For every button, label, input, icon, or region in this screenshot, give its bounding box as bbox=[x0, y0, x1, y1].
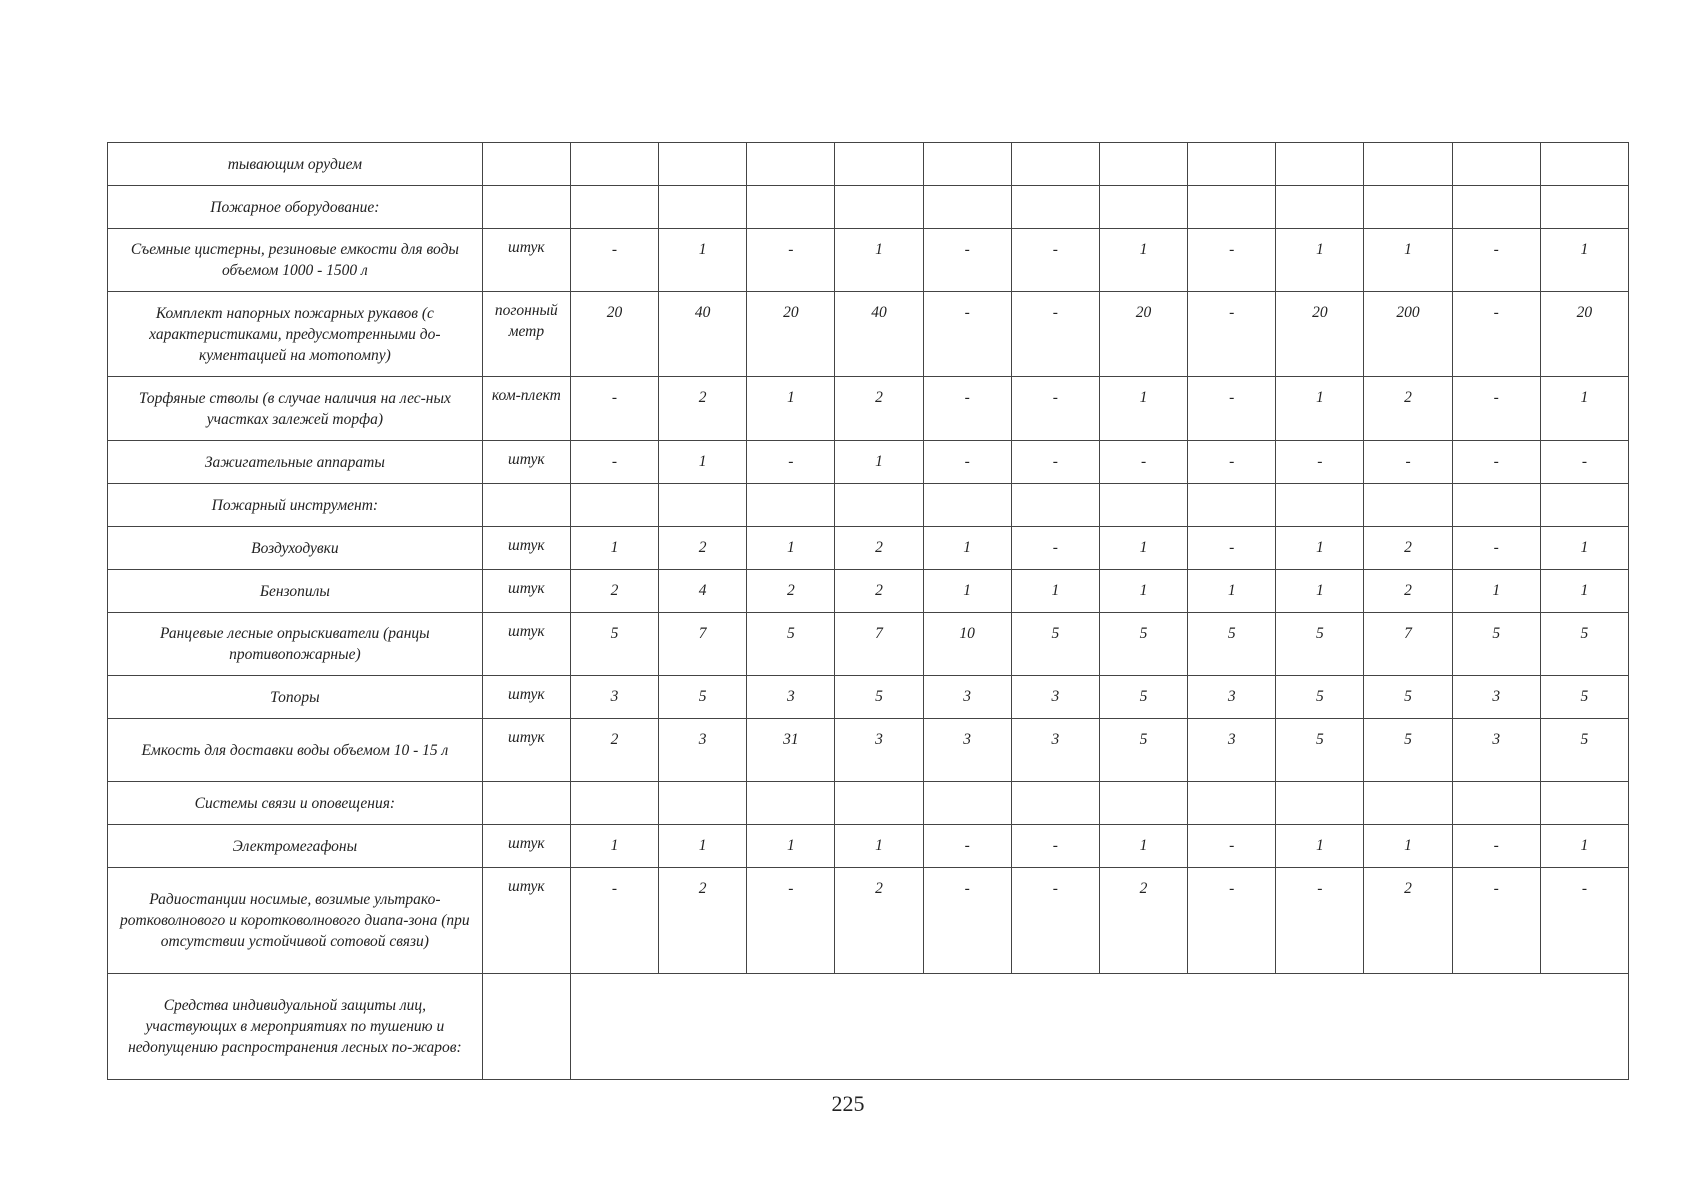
value-cell: 1 bbox=[1540, 377, 1628, 441]
value-cell: 200 bbox=[1364, 292, 1452, 377]
value-cell bbox=[1364, 782, 1452, 825]
value-cell: 5 bbox=[1452, 613, 1540, 676]
value-cell: 1 bbox=[1364, 229, 1452, 292]
table-row bbox=[108, 782, 1629, 825]
value-cell: 1 bbox=[1452, 570, 1540, 613]
value-cell: - bbox=[923, 868, 1011, 974]
row-name-cell: Бензопилы bbox=[108, 570, 483, 613]
value-cell bbox=[1099, 782, 1187, 825]
value-cell: 3 bbox=[1188, 676, 1276, 719]
unit-cell bbox=[482, 143, 570, 186]
value-cell: 3 bbox=[747, 676, 835, 719]
value-cell: 1 bbox=[1099, 570, 1187, 613]
value-cell: 1 bbox=[1276, 377, 1364, 441]
value-cell: - bbox=[1188, 868, 1276, 974]
value-cell bbox=[1011, 782, 1099, 825]
value-cell bbox=[1364, 186, 1452, 229]
value-cell bbox=[659, 186, 747, 229]
value-cell bbox=[570, 484, 658, 527]
value-cell: 20 bbox=[570, 292, 658, 377]
value-cell bbox=[659, 143, 747, 186]
value-cell: 5 bbox=[570, 613, 658, 676]
value-cell: 1 bbox=[659, 825, 747, 868]
row-name-cell: Системы связи и оповещения: bbox=[108, 782, 483, 825]
value-cell: - bbox=[923, 441, 1011, 484]
value-cell: 5 bbox=[1099, 676, 1187, 719]
unit-cell bbox=[482, 974, 570, 1080]
table-row bbox=[108, 825, 1629, 868]
value-cell: 7 bbox=[659, 613, 747, 676]
table-row bbox=[108, 292, 1629, 377]
value-cell: 20 bbox=[747, 292, 835, 377]
value-cell bbox=[1188, 782, 1276, 825]
value-cell bbox=[747, 782, 835, 825]
value-cell: 1 bbox=[1099, 229, 1187, 292]
value-cell: 2 bbox=[835, 377, 923, 441]
value-cell: 5 bbox=[835, 676, 923, 719]
value-cell: 1 bbox=[1276, 825, 1364, 868]
value-cell: 2 bbox=[835, 570, 923, 613]
value-cell: 1 bbox=[659, 229, 747, 292]
value-cell: - bbox=[570, 868, 658, 974]
table-row bbox=[108, 377, 1629, 441]
value-cell: - bbox=[1011, 868, 1099, 974]
row-name-cell: Торфяные стволы (в случае наличия на лес-ных участках залежей торфа) bbox=[108, 377, 483, 441]
value-cell: - bbox=[1011, 229, 1099, 292]
value-cell: 3 bbox=[1452, 676, 1540, 719]
value-cell bbox=[923, 143, 1011, 186]
value-cell: 5 bbox=[1099, 719, 1187, 782]
value-cell bbox=[1540, 782, 1628, 825]
value-cell bbox=[835, 186, 923, 229]
row-name-cell: Средства индивидуальной защиты лиц, участвующих в мероприятиях по тушению и недопущению распространения лесных по-жаров: bbox=[108, 974, 483, 1080]
unit-cell: погонный метр bbox=[482, 292, 570, 377]
value-cell bbox=[1452, 484, 1540, 527]
value-cell: 20 bbox=[1276, 292, 1364, 377]
value-cell: 3 bbox=[923, 719, 1011, 782]
unit-cell: штук bbox=[482, 825, 570, 868]
table-row bbox=[108, 186, 1629, 229]
value-cell: 5 bbox=[1364, 676, 1452, 719]
value-cell bbox=[1011, 186, 1099, 229]
unit-cell bbox=[482, 782, 570, 825]
unit-cell: штук bbox=[482, 441, 570, 484]
value-cell: 5 bbox=[1364, 719, 1452, 782]
equipment-table bbox=[107, 142, 1629, 1080]
row-name-cell: Электромегафоны bbox=[108, 825, 483, 868]
value-cell bbox=[1276, 782, 1364, 825]
value-cell: 1 bbox=[1540, 825, 1628, 868]
value-cell: - bbox=[1452, 292, 1540, 377]
table-row-ppe bbox=[108, 974, 1629, 1080]
value-cell: 3 bbox=[1452, 719, 1540, 782]
value-cell: - bbox=[747, 868, 835, 974]
value-cell: - bbox=[747, 441, 835, 484]
value-cell: 5 bbox=[1188, 613, 1276, 676]
value-cell bbox=[923, 186, 1011, 229]
value-cell: - bbox=[1011, 377, 1099, 441]
value-cell: 5 bbox=[1011, 613, 1099, 676]
value-cell: - bbox=[1099, 441, 1187, 484]
value-cell: - bbox=[570, 377, 658, 441]
value-cell: 2 bbox=[570, 719, 658, 782]
value-cell: 1 bbox=[923, 570, 1011, 613]
value-cell: 1 bbox=[1276, 229, 1364, 292]
row-name-cell: Комплект напорных пожарных рукавов (с характеристиками, предусмотренными до-кументацией на мотопомпу) bbox=[108, 292, 483, 377]
value-cell: - bbox=[1188, 292, 1276, 377]
value-cell bbox=[1188, 143, 1276, 186]
value-cell bbox=[659, 484, 747, 527]
value-cell: - bbox=[1452, 825, 1540, 868]
value-cell: - bbox=[1188, 377, 1276, 441]
value-cell: 2 bbox=[835, 868, 923, 974]
value-cell: - bbox=[1188, 229, 1276, 292]
value-cell bbox=[1099, 186, 1187, 229]
row-name-cell: Емкость для доставки воды объемом 10 - 15 л bbox=[108, 719, 483, 782]
value-cell bbox=[1276, 186, 1364, 229]
unit-cell: штук bbox=[482, 613, 570, 676]
unit-cell: штук bbox=[482, 868, 570, 974]
row-name-cell: Зажигательные аппараты bbox=[108, 441, 483, 484]
value-cell: 3 bbox=[923, 676, 1011, 719]
value-cell: 1 bbox=[1276, 527, 1364, 570]
table-row bbox=[108, 441, 1629, 484]
value-cell: 1 bbox=[570, 825, 658, 868]
value-cell: 3 bbox=[1011, 676, 1099, 719]
page-number: 225 bbox=[831, 1091, 865, 1116]
value-cell bbox=[747, 484, 835, 527]
value-cell: 5 bbox=[1540, 613, 1628, 676]
value-cell: 3 bbox=[835, 719, 923, 782]
value-cell: 5 bbox=[1540, 719, 1628, 782]
value-cell bbox=[747, 143, 835, 186]
value-cell: 1 bbox=[1276, 570, 1364, 613]
value-cell bbox=[1540, 484, 1628, 527]
value-cell bbox=[835, 782, 923, 825]
value-cell: 5 bbox=[1276, 719, 1364, 782]
row-name-cell: Воздуходувки bbox=[108, 527, 483, 570]
value-cell bbox=[1540, 186, 1628, 229]
row-name-cell: Топоры bbox=[108, 676, 483, 719]
row-name-cell: Съемные цистерны, резиновые емкости для воды объемом 1000 - 1500 л bbox=[108, 229, 483, 292]
value-cell bbox=[1099, 484, 1187, 527]
value-cell: 2 bbox=[659, 527, 747, 570]
value-cell: 31 bbox=[747, 719, 835, 782]
table-row bbox=[108, 868, 1629, 974]
value-cell: 2 bbox=[1099, 868, 1187, 974]
value-cell: 1 bbox=[1099, 377, 1187, 441]
value-cell bbox=[1364, 484, 1452, 527]
value-cell: 1 bbox=[835, 229, 923, 292]
value-cell: - bbox=[1540, 441, 1628, 484]
unit-cell: штук bbox=[482, 570, 570, 613]
value-cell: - bbox=[1364, 441, 1452, 484]
table-row bbox=[108, 143, 1629, 186]
row-name-cell: Пожарное оборудование: bbox=[108, 186, 483, 229]
value-cell bbox=[659, 782, 747, 825]
value-cell: - bbox=[923, 292, 1011, 377]
unit-cell: штук bbox=[482, 719, 570, 782]
value-cell: - bbox=[747, 229, 835, 292]
value-cell: 5 bbox=[1276, 613, 1364, 676]
value-cell: 2 bbox=[1364, 570, 1452, 613]
value-cell: 7 bbox=[1364, 613, 1452, 676]
table-row bbox=[108, 613, 1629, 676]
value-cell: 2 bbox=[835, 527, 923, 570]
value-cell: - bbox=[1188, 527, 1276, 570]
value-cell: - bbox=[1452, 441, 1540, 484]
value-cell: 5 bbox=[1276, 676, 1364, 719]
value-cell: 1 bbox=[1540, 527, 1628, 570]
value-cell: - bbox=[1540, 868, 1628, 974]
value-cell: 5 bbox=[1099, 613, 1187, 676]
value-cell: 1 bbox=[747, 825, 835, 868]
value-cell: - bbox=[1011, 527, 1099, 570]
value-cell: 20 bbox=[1099, 292, 1187, 377]
value-cell: - bbox=[1452, 377, 1540, 441]
unit-cell bbox=[482, 186, 570, 229]
row-name-cell: Пожарный инструмент: bbox=[108, 484, 483, 527]
value-cell: 2 bbox=[747, 570, 835, 613]
value-cell bbox=[1188, 186, 1276, 229]
value-cell: 2 bbox=[570, 570, 658, 613]
unit-cell bbox=[482, 484, 570, 527]
value-cell: 2 bbox=[1364, 868, 1452, 974]
value-cell: 5 bbox=[747, 613, 835, 676]
row-name-cell: тывающим орудием bbox=[108, 143, 483, 186]
table-row bbox=[108, 484, 1629, 527]
table-row bbox=[108, 527, 1629, 570]
value-cell: 10 bbox=[923, 613, 1011, 676]
value-cell: - bbox=[923, 825, 1011, 868]
table-row bbox=[108, 676, 1629, 719]
value-cell bbox=[1188, 484, 1276, 527]
value-cell: 1 bbox=[1011, 570, 1099, 613]
value-cell bbox=[923, 782, 1011, 825]
value-cell: 7 bbox=[835, 613, 923, 676]
value-cell: - bbox=[1011, 825, 1099, 868]
value-cell: 1 bbox=[570, 527, 658, 570]
value-cell bbox=[1276, 484, 1364, 527]
value-cell bbox=[570, 143, 658, 186]
value-cell: 1 bbox=[659, 441, 747, 484]
value-cell bbox=[923, 484, 1011, 527]
value-cell bbox=[835, 143, 923, 186]
unit-cell: штук bbox=[482, 229, 570, 292]
value-cell bbox=[570, 186, 658, 229]
value-cell: - bbox=[1452, 868, 1540, 974]
value-cell: 20 bbox=[1540, 292, 1628, 377]
value-cell: 1 bbox=[747, 377, 835, 441]
value-cell: 1 bbox=[1188, 570, 1276, 613]
value-cell: 1 bbox=[747, 527, 835, 570]
value-cell: 1 bbox=[1099, 825, 1187, 868]
value-cell: 2 bbox=[1364, 377, 1452, 441]
table-row bbox=[108, 229, 1629, 292]
table-row bbox=[108, 719, 1629, 782]
value-cell bbox=[1099, 143, 1187, 186]
value-cell: - bbox=[1011, 292, 1099, 377]
value-cell: - bbox=[923, 229, 1011, 292]
value-cell: - bbox=[1276, 441, 1364, 484]
row-name-cell: Ранцевые лесные опрыскиватели (ранцы противопожарные) bbox=[108, 613, 483, 676]
value-cell: - bbox=[570, 441, 658, 484]
value-cell bbox=[747, 186, 835, 229]
value-cell: - bbox=[1452, 527, 1540, 570]
value-cell: - bbox=[1188, 825, 1276, 868]
value-cell: - bbox=[1276, 868, 1364, 974]
value-cell: 1 bbox=[1099, 527, 1187, 570]
value-cell: 40 bbox=[659, 292, 747, 377]
value-cell bbox=[1452, 186, 1540, 229]
value-cell: 5 bbox=[659, 676, 747, 719]
value-cell: - bbox=[1011, 441, 1099, 484]
value-cell: 3 bbox=[1188, 719, 1276, 782]
value-cell: 1 bbox=[1540, 570, 1628, 613]
value-cell: 1 bbox=[1540, 229, 1628, 292]
value-cell: 1 bbox=[835, 441, 923, 484]
value-cell: 3 bbox=[1011, 719, 1099, 782]
value-cell: 2 bbox=[1364, 527, 1452, 570]
value-cell: 4 bbox=[659, 570, 747, 613]
value-cell: 5 bbox=[1540, 676, 1628, 719]
value-cell: 2 bbox=[659, 868, 747, 974]
value-cell bbox=[1540, 143, 1628, 186]
value-cell bbox=[1011, 143, 1099, 186]
unit-cell: штук bbox=[482, 676, 570, 719]
value-cell: 1 bbox=[1364, 825, 1452, 868]
value-cell bbox=[1452, 782, 1540, 825]
unit-cell: ком-плект bbox=[482, 377, 570, 441]
value-cell bbox=[1276, 143, 1364, 186]
value-cell bbox=[835, 484, 923, 527]
unit-cell: штук bbox=[482, 527, 570, 570]
table-body bbox=[108, 143, 1629, 1080]
value-cell bbox=[1364, 143, 1452, 186]
value-cell: - bbox=[1452, 229, 1540, 292]
value-cell: 2 bbox=[659, 377, 747, 441]
table-row bbox=[108, 570, 1629, 613]
value-cell: 1 bbox=[835, 825, 923, 868]
value-cell: 3 bbox=[570, 676, 658, 719]
row-name-cell: Радиостанции носимые, возимые ультрако-ротковолнового и коротковолнового диапа-зона (при отсутствии устойчивой сотовой связи) bbox=[108, 868, 483, 974]
value-cell bbox=[1452, 143, 1540, 186]
value-cell bbox=[570, 782, 658, 825]
value-cell: - bbox=[923, 377, 1011, 441]
value-cell: 3 bbox=[659, 719, 747, 782]
value-cell: 40 bbox=[835, 292, 923, 377]
merged-empty-cell bbox=[570, 974, 1628, 1080]
value-cell: - bbox=[570, 229, 658, 292]
value-cell: 1 bbox=[923, 527, 1011, 570]
value-cell: - bbox=[1188, 441, 1276, 484]
value-cell bbox=[1011, 484, 1099, 527]
